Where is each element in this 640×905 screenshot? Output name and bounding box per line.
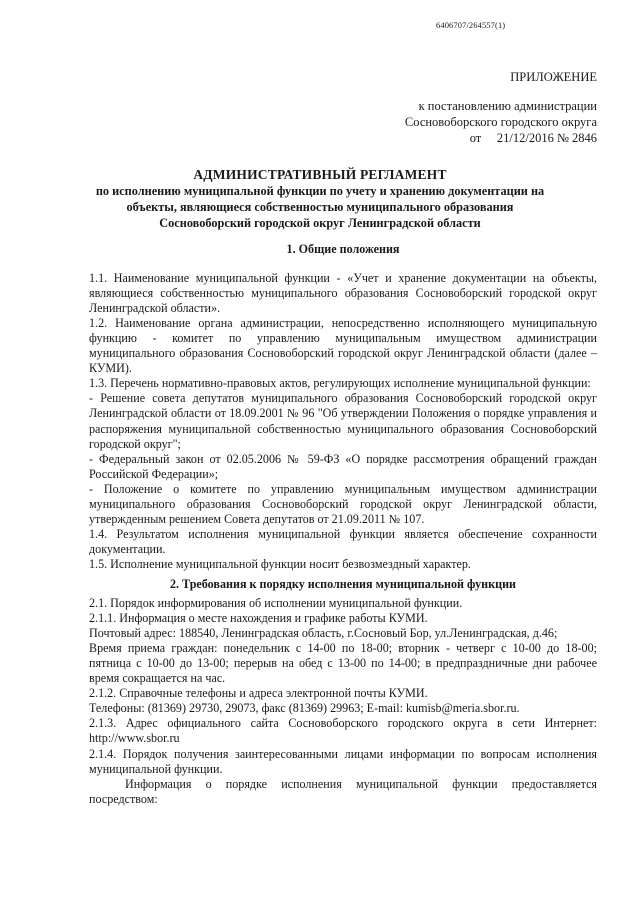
paragraph: - Решение совета депутатов муниципального образования Сосновоборский городской округ Ленинградской области от 18.09.2001 № 96 "Об утверждении Положения о порядке управления и распоряжения муниципальной собственностью муниципального образования Сосновоборский городской округ"; [89, 391, 597, 451]
annex-title: ПРИЛОЖЕНИЕ [510, 70, 597, 84]
annex-line: Сосновоборского городского округа [404, 115, 597, 129]
paragraph: 2.1.1. Информация о месте нахождения и графике работы КУМИ. [89, 611, 428, 626]
title-main: АДМИНИСТРАТИВНЫЙ РЕГЛАМЕНТ [193, 167, 447, 182]
title-line: объекты, являющиеся собственностью муниципального образования [126, 200, 514, 214]
title-line: Сосновоборский городской округ Ленинградской области [159, 216, 481, 230]
paragraph: - Положение о комитете по управлению муниципальным имуществом администрации муниципального образования Сосновоборский городской округ Ленинградской области, утвержденным решением Совета депутатов от 21.09.2011 № 107. [89, 481, 597, 526]
paragraph: 2.1.3. Адрес официального сайта Сосновоборского городского округа в сети Интернет: http://www.sbor.ru [89, 716, 597, 746]
document-code: 6406707/264557(1) [436, 20, 506, 30]
paragraph: 1.2. Наименование органа администрации, непосредственно исполняющего муниципальную функцию - комитет по управлению муниципальным имуществом администрации муниципального образования Сосновоборский городской округ Ленинградской области (далее – КУМИ). [89, 316, 597, 376]
paragraph: Телефоны: (81369) 29730, 29073, факс (81369) 29963; E-mail: kumisb@meria.sbor.ru. [89, 701, 520, 716]
annex-line: к постановлению администрации [418, 99, 597, 113]
section-2-heading: 2. Требования к порядку исполнения муниципальной функции [170, 576, 516, 591]
document-title [60, 167, 580, 231]
paragraph: 2.1.4. Порядок получения заинтересованными лицами информации по вопросам исполнения муниципальной функции. [89, 746, 597, 776]
annex-reference [405, 98, 597, 146]
title-line: по исполнению муниципальной функции по учету и хранению документации на [95, 184, 545, 198]
paragraph-indented: Информация о порядке исполнения муниципальной функции предоставляется посредством: [89, 776, 597, 806]
paragraph: 2.1.2. Справочные телефоны и адреса электронной почты КУМИ. [89, 686, 428, 701]
paragraph: 1.5. Исполнение муниципальной функции носит безвозмездный характер. [89, 556, 471, 571]
paragraph: 1.1. Наименование муниципальной функции - «Учет и хранение документации на объекты, являющиеся собственностью муниципального образования Сосновоборский городской округ Ленинградской области». [89, 271, 597, 316]
paragraph: 2.1. Порядок информирования об исполнении муниципальной функции. [89, 596, 463, 611]
paragraph: - Федеральный закон от 02.05.2006 № 59-ФЗ «О порядке рассмотрения обращений граждан Российской Федерации»; [89, 451, 597, 481]
paragraph: 1.3. Перечень нормативно-правовых актов, регулирующих исполнение муниципальной функции: [89, 376, 591, 391]
paragraph: Время приема граждан: понедельник с 14-00 по 18-00; вторник - четверг с 10-00 до 18-00; пятница с 10-00 до 13-00; перерыв на обед с 13-00 по 14-00; в предпраздничные дни рабочее время сокращается на час. [89, 641, 597, 686]
section-1-heading: 1. Общие положения [286, 242, 400, 256]
annex-date-line: от 21/12/2016 № 2846 [469, 131, 597, 145]
paragraph: Почтовый адрес: 188540, Ленинградская область, г.Сосновый Бор, ул.Ленинградская, д.46; [89, 626, 558, 641]
document-body [89, 242, 597, 807]
paragraph: 1.4. Результатом исполнения муниципальной функции является обеспечение сохранности документации. [89, 526, 597, 556]
